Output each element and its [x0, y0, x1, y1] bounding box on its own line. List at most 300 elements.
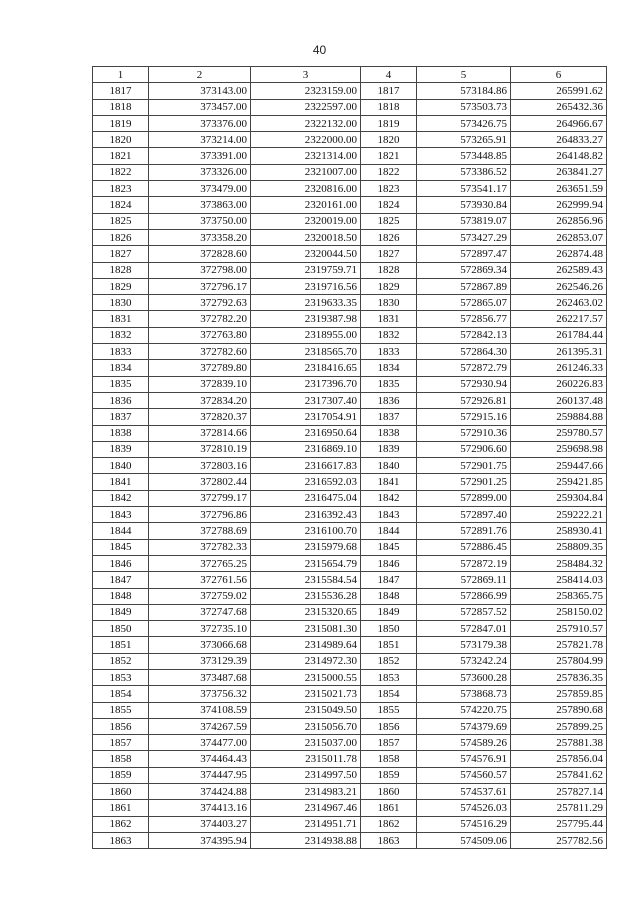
- table-cell: 572872.79: [417, 360, 511, 376]
- table-cell: 1825: [93, 213, 149, 229]
- table-cell: 372788.69: [149, 523, 251, 539]
- table-row: [93, 474, 607, 490]
- table-cell: 1842: [361, 490, 417, 506]
- table-cell: 2317054.91: [251, 409, 361, 425]
- table-cell: 574537.61: [417, 784, 511, 800]
- table-cell: 2314989.64: [251, 637, 361, 653]
- table-cell: 1822: [361, 164, 417, 180]
- table-cell: 258414.03: [511, 572, 607, 588]
- table-cell: 1847: [361, 572, 417, 588]
- table-cell: 374395.94: [149, 832, 251, 848]
- table-cell: 2319633.35: [251, 295, 361, 311]
- table-cell: 1817: [93, 83, 149, 99]
- table-cell: 2320816.00: [251, 181, 361, 197]
- table-cell: 2323159.00: [251, 83, 361, 99]
- table-cell: 259421.85: [511, 474, 607, 490]
- table-row: [93, 686, 607, 702]
- table-cell: 1817: [361, 83, 417, 99]
- table-cell: 573242.24: [417, 653, 511, 669]
- table-cell: 257856.04: [511, 751, 607, 767]
- table-cell: 259884.88: [511, 409, 607, 425]
- table-cell: 372803.16: [149, 458, 251, 474]
- table-cell: 572856.77: [417, 311, 511, 327]
- table-cell: 257841.62: [511, 767, 607, 783]
- table-cell: 2321314.00: [251, 148, 361, 164]
- table-cell: 373487.68: [149, 669, 251, 685]
- table-cell: 1858: [361, 751, 417, 767]
- table-cell: 262999.94: [511, 197, 607, 213]
- table-row: [93, 197, 607, 213]
- table-cell: 2314938.88: [251, 832, 361, 848]
- table-cell: 2319387.98: [251, 311, 361, 327]
- table-cell: 2315056.70: [251, 718, 361, 734]
- table-cell: 258484.32: [511, 555, 607, 571]
- table-cell: 373863.00: [149, 197, 251, 213]
- table-cell: 2315021.73: [251, 686, 361, 702]
- page-number: 40: [312, 43, 327, 57]
- table-cell: 1845: [93, 539, 149, 555]
- table-cell: 373479.00: [149, 181, 251, 197]
- table-cell: 265991.62: [511, 83, 607, 99]
- table-row: [93, 115, 607, 131]
- table-row: [93, 181, 607, 197]
- table-cell: 1827: [361, 246, 417, 262]
- table-cell: 574526.03: [417, 800, 511, 816]
- table-cell: 373326.00: [149, 164, 251, 180]
- table-cell: 1834: [93, 360, 149, 376]
- table-cell: 2318955.00: [251, 327, 361, 343]
- table-cell: 374108.59: [149, 702, 251, 718]
- table-row: [93, 392, 607, 408]
- table-cell: 2320044.50: [251, 246, 361, 262]
- table-cell: 1863: [361, 832, 417, 848]
- table-cell: 1861: [361, 800, 417, 816]
- table-cell: 1838: [93, 425, 149, 441]
- table-cell: 573426.75: [417, 115, 511, 131]
- table-cell: 1855: [361, 702, 417, 718]
- table-cell: 372799.17: [149, 490, 251, 506]
- table-cell: 372820.37: [149, 409, 251, 425]
- table-row: [93, 229, 607, 245]
- table-cell: 2315011.78: [251, 751, 361, 767]
- table-cell: 2320018.50: [251, 229, 361, 245]
- table-cell: 257899.25: [511, 718, 607, 734]
- table-cell: 2322000.00: [251, 132, 361, 148]
- table-row: [93, 572, 607, 588]
- table-row: [93, 523, 607, 539]
- table-row: [93, 409, 607, 425]
- table-cell: 262853.07: [511, 229, 607, 245]
- table-cell: 1862: [361, 816, 417, 832]
- table-cell: 258150.02: [511, 604, 607, 620]
- table-cell: 1854: [361, 686, 417, 702]
- table-row: [93, 311, 607, 327]
- table-cell: 2320019.00: [251, 213, 361, 229]
- table-cell: 372792.63: [149, 295, 251, 311]
- table-cell: 263841.27: [511, 164, 607, 180]
- table-cell: 1824: [93, 197, 149, 213]
- table-row: [93, 751, 607, 767]
- table-cell: 372789.80: [149, 360, 251, 376]
- table-cell: 1846: [361, 555, 417, 571]
- table-cell: 573448.85: [417, 148, 511, 164]
- table-cell: 1844: [93, 523, 149, 539]
- table-cell: 263651.59: [511, 181, 607, 197]
- table-cell: 372747.68: [149, 604, 251, 620]
- table-cell: 1818: [93, 99, 149, 115]
- table-cell: 1819: [361, 115, 417, 131]
- table-row: [93, 213, 607, 229]
- table-cell: 1857: [361, 735, 417, 751]
- table-cell: 1840: [93, 458, 149, 474]
- coordinates-table: [92, 66, 607, 849]
- table-cell: 1828: [361, 262, 417, 278]
- table-cell: 2315536.28: [251, 588, 361, 604]
- table-cell: 2317307.40: [251, 392, 361, 408]
- table-cell: 257827.14: [511, 784, 607, 800]
- table-cell: 262874.48: [511, 246, 607, 262]
- table-cell: 1838: [361, 425, 417, 441]
- table-cell: 1823: [93, 181, 149, 197]
- table-cell: 574589.26: [417, 735, 511, 751]
- table-cell: 572872.19: [417, 555, 511, 571]
- table-cell: 257910.57: [511, 621, 607, 637]
- table-cell: 373143.00: [149, 83, 251, 99]
- table-cell: 257881.38: [511, 735, 607, 751]
- table-cell: 1854: [93, 686, 149, 702]
- table-row: [93, 148, 607, 164]
- table-cell: 374267.59: [149, 718, 251, 734]
- table-cell: 1827: [93, 246, 149, 262]
- column-header: 2: [149, 67, 251, 83]
- table-cell: 372782.60: [149, 344, 251, 360]
- table-cell: 1846: [93, 555, 149, 571]
- table-cell: 572897.47: [417, 246, 511, 262]
- table-row: [93, 539, 607, 555]
- table-row: [93, 99, 607, 115]
- table-cell: 257890.68: [511, 702, 607, 718]
- table-cell: 1818: [361, 99, 417, 115]
- table-row: [93, 425, 607, 441]
- table-cell: 1823: [361, 181, 417, 197]
- table-cell: 2314967.46: [251, 800, 361, 816]
- table-cell: 1862: [93, 816, 149, 832]
- column-header: 4: [361, 67, 417, 83]
- table-cell: 572867.89: [417, 278, 511, 294]
- table-cell: 261784.44: [511, 327, 607, 343]
- table-cell: 2316869.10: [251, 441, 361, 457]
- table-cell: 1843: [93, 507, 149, 523]
- table-cell: 572926.81: [417, 392, 511, 408]
- table-cell: 1856: [361, 718, 417, 734]
- table-cell: 372735.10: [149, 621, 251, 637]
- table-cell: 572899.00: [417, 490, 511, 506]
- table-cell: 2316475.04: [251, 490, 361, 506]
- table-cell: 1843: [361, 507, 417, 523]
- table-cell: 2315979.68: [251, 539, 361, 555]
- table-cell: 1833: [361, 344, 417, 360]
- table-row: [93, 718, 607, 734]
- table-cell: 573427.29: [417, 229, 511, 245]
- table-cell: 1851: [361, 637, 417, 653]
- table-cell: 1856: [93, 718, 149, 734]
- table-cell: 1836: [361, 392, 417, 408]
- table-cell: 572847.01: [417, 621, 511, 637]
- table-cell: 572910.36: [417, 425, 511, 441]
- table-cell: 1863: [93, 832, 149, 848]
- table-cell: 2314972.30: [251, 653, 361, 669]
- table-row: [93, 327, 607, 343]
- table-cell: 1829: [93, 278, 149, 294]
- table-cell: 1837: [361, 409, 417, 425]
- table-row: [93, 164, 607, 180]
- table-cell: 2316950.64: [251, 425, 361, 441]
- table-cell: 372763.80: [149, 327, 251, 343]
- table-cell: 1850: [93, 621, 149, 637]
- table-cell: 374413.16: [149, 800, 251, 816]
- table-cell: 257795.44: [511, 816, 607, 832]
- table-cell: 1832: [361, 327, 417, 343]
- table-cell: 257811.29: [511, 800, 607, 816]
- table-row: [93, 360, 607, 376]
- table-cell: 573503.73: [417, 99, 511, 115]
- table-cell: 572864.30: [417, 344, 511, 360]
- table-row: [93, 490, 607, 506]
- table-cell: 372802.44: [149, 474, 251, 490]
- table-cell: 1853: [361, 669, 417, 685]
- table-cell: 373391.00: [149, 148, 251, 164]
- table-cell: 573179.38: [417, 637, 511, 653]
- table-cell: 2319759.71: [251, 262, 361, 278]
- table-cell: 1857: [93, 735, 149, 751]
- table-cell: 572891.76: [417, 523, 511, 539]
- table-cell: 265432.36: [511, 99, 607, 115]
- table-row: [93, 132, 607, 148]
- table-cell: 2318416.65: [251, 360, 361, 376]
- table-row: [93, 376, 607, 392]
- table-cell: 1837: [93, 409, 149, 425]
- column-header: 6: [511, 67, 607, 83]
- table-cell: 574560.57: [417, 767, 511, 783]
- table-cell: 1840: [361, 458, 417, 474]
- table-cell: 373457.00: [149, 99, 251, 115]
- table-cell: 1851: [93, 637, 149, 653]
- table-cell: 2315049.50: [251, 702, 361, 718]
- table-cell: 1842: [93, 490, 149, 506]
- table-cell: 372796.17: [149, 278, 251, 294]
- table-cell: 1859: [361, 767, 417, 783]
- table-cell: 259780.57: [511, 425, 607, 441]
- table-cell: 1834: [361, 360, 417, 376]
- table-cell: 372761.56: [149, 572, 251, 588]
- table-cell: 372782.33: [149, 539, 251, 555]
- table-cell: 257782.56: [511, 832, 607, 848]
- table-cell: 373756.32: [149, 686, 251, 702]
- table-cell: 573930.84: [417, 197, 511, 213]
- table-row: [93, 262, 607, 278]
- table-cell: 262589.43: [511, 262, 607, 278]
- table-cell: 259222.21: [511, 507, 607, 523]
- table-cell: 1844: [361, 523, 417, 539]
- table-cell: 1861: [93, 800, 149, 816]
- table-cell: 1836: [93, 392, 149, 408]
- table-cell: 1826: [361, 229, 417, 245]
- table-cell: 572906.60: [417, 441, 511, 457]
- table-cell: 258930.41: [511, 523, 607, 539]
- table-cell: 372814.66: [149, 425, 251, 441]
- table-cell: 574516.29: [417, 816, 511, 832]
- table-cell: 1835: [361, 376, 417, 392]
- table-cell: 2315081.30: [251, 621, 361, 637]
- table-row: [93, 604, 607, 620]
- table-cell: 574220.75: [417, 702, 511, 718]
- table-cell: 2316392.43: [251, 507, 361, 523]
- table-cell: 2318565.70: [251, 344, 361, 360]
- table-cell: 572901.25: [417, 474, 511, 490]
- table-cell: 374424.88: [149, 784, 251, 800]
- table-cell: 572930.94: [417, 376, 511, 392]
- table-cell: 2321007.00: [251, 164, 361, 180]
- table-cell: 1828: [93, 262, 149, 278]
- table-cell: 2317396.70: [251, 376, 361, 392]
- table-row: [93, 458, 607, 474]
- table-cell: 572869.11: [417, 572, 511, 588]
- header-row: [93, 67, 607, 83]
- column-header: 5: [417, 67, 511, 83]
- table-cell: 1849: [361, 604, 417, 620]
- table-cell: 1848: [93, 588, 149, 604]
- table-row: [93, 832, 607, 848]
- table-cell: 1820: [361, 132, 417, 148]
- table-cell: 260137.48: [511, 392, 607, 408]
- table-cell: 1839: [361, 441, 417, 457]
- table-cell: 264966.67: [511, 115, 607, 131]
- table-cell: 262856.96: [511, 213, 607, 229]
- table-cell: 1860: [93, 784, 149, 800]
- table-cell: 373358.20: [149, 229, 251, 245]
- table-row: [93, 507, 607, 523]
- table-cell: 574576.91: [417, 751, 511, 767]
- table-cell: 573541.17: [417, 181, 511, 197]
- table-row: [93, 653, 607, 669]
- table-cell: 573819.07: [417, 213, 511, 229]
- table-row: [93, 246, 607, 262]
- table-cell: 572915.16: [417, 409, 511, 425]
- table-cell: 1839: [93, 441, 149, 457]
- table-cell: 1832: [93, 327, 149, 343]
- table-row: [93, 441, 607, 457]
- table-row: [93, 621, 607, 637]
- table-cell: 1860: [361, 784, 417, 800]
- table-cell: 2322597.00: [251, 99, 361, 115]
- table-cell: 373214.00: [149, 132, 251, 148]
- table-cell: 574379.69: [417, 718, 511, 734]
- table-cell: 1835: [93, 376, 149, 392]
- table-cell: 572865.07: [417, 295, 511, 311]
- table-row: [93, 669, 607, 685]
- table-cell: 1847: [93, 572, 149, 588]
- table-cell: 1829: [361, 278, 417, 294]
- table-cell: 1849: [93, 604, 149, 620]
- table-cell: 1822: [93, 164, 149, 180]
- table-cell: 258365.75: [511, 588, 607, 604]
- table-cell: 259304.84: [511, 490, 607, 506]
- table-cell: 1853: [93, 669, 149, 685]
- table-cell: 1830: [361, 295, 417, 311]
- table-row: [93, 816, 607, 832]
- table-cell: 373750.00: [149, 213, 251, 229]
- table-cell: 261395.31: [511, 344, 607, 360]
- table-cell: 262463.02: [511, 295, 607, 311]
- table-cell: 2319716.56: [251, 278, 361, 294]
- table-cell: 573386.52: [417, 164, 511, 180]
- table-cell: 260226.83: [511, 376, 607, 392]
- table-cell: 1830: [93, 295, 149, 311]
- table-cell: 374403.27: [149, 816, 251, 832]
- table-row: [93, 637, 607, 653]
- table-cell: 372782.20: [149, 311, 251, 327]
- table-cell: 261246.33: [511, 360, 607, 376]
- table-cell: 1852: [93, 653, 149, 669]
- table-row: [93, 344, 607, 360]
- table-cell: 574509.06: [417, 832, 511, 848]
- table-cell: 572897.40: [417, 507, 511, 523]
- table-cell: 1825: [361, 213, 417, 229]
- table-row: [93, 735, 607, 751]
- table-cell: 2315037.00: [251, 735, 361, 751]
- table-cell: 1845: [361, 539, 417, 555]
- table-cell: 572866.99: [417, 588, 511, 604]
- table-cell: 372810.19: [149, 441, 251, 457]
- table-cell: 1855: [93, 702, 149, 718]
- table-cell: 259698.98: [511, 441, 607, 457]
- table-cell: 1850: [361, 621, 417, 637]
- table-cell: 372834.20: [149, 392, 251, 408]
- table-cell: 1821: [361, 148, 417, 164]
- table-cell: 264833.27: [511, 132, 607, 148]
- table-cell: 372798.00: [149, 262, 251, 278]
- table-row: [93, 555, 607, 571]
- table-cell: 262546.26: [511, 278, 607, 294]
- table-row: [93, 767, 607, 783]
- table-cell: 2315584.54: [251, 572, 361, 588]
- table-row: [93, 702, 607, 718]
- table-cell: 1858: [93, 751, 149, 767]
- table-cell: 372765.25: [149, 555, 251, 571]
- table-cell: 373376.00: [149, 115, 251, 131]
- table-cell: 258809.35: [511, 539, 607, 555]
- table-cell: 257859.85: [511, 686, 607, 702]
- table-cell: 264148.82: [511, 148, 607, 164]
- table-cell: 1833: [93, 344, 149, 360]
- table-cell: 572869.34: [417, 262, 511, 278]
- table-cell: 257804.99: [511, 653, 607, 669]
- table-cell: 2315320.65: [251, 604, 361, 620]
- column-header: 1: [93, 67, 149, 83]
- table-cell: 373066.68: [149, 637, 251, 653]
- table-cell: 2316100.70: [251, 523, 361, 539]
- table-cell: 374447.95: [149, 767, 251, 783]
- column-header: 3: [251, 67, 361, 83]
- table-cell: 1848: [361, 588, 417, 604]
- table-cell: 1841: [361, 474, 417, 490]
- table-cell: 2320161.00: [251, 197, 361, 213]
- table-row: [93, 800, 607, 816]
- table-cell: 1820: [93, 132, 149, 148]
- table-cell: 572857.52: [417, 604, 511, 620]
- table-cell: 2316617.83: [251, 458, 361, 474]
- table-cell: 372759.02: [149, 588, 251, 604]
